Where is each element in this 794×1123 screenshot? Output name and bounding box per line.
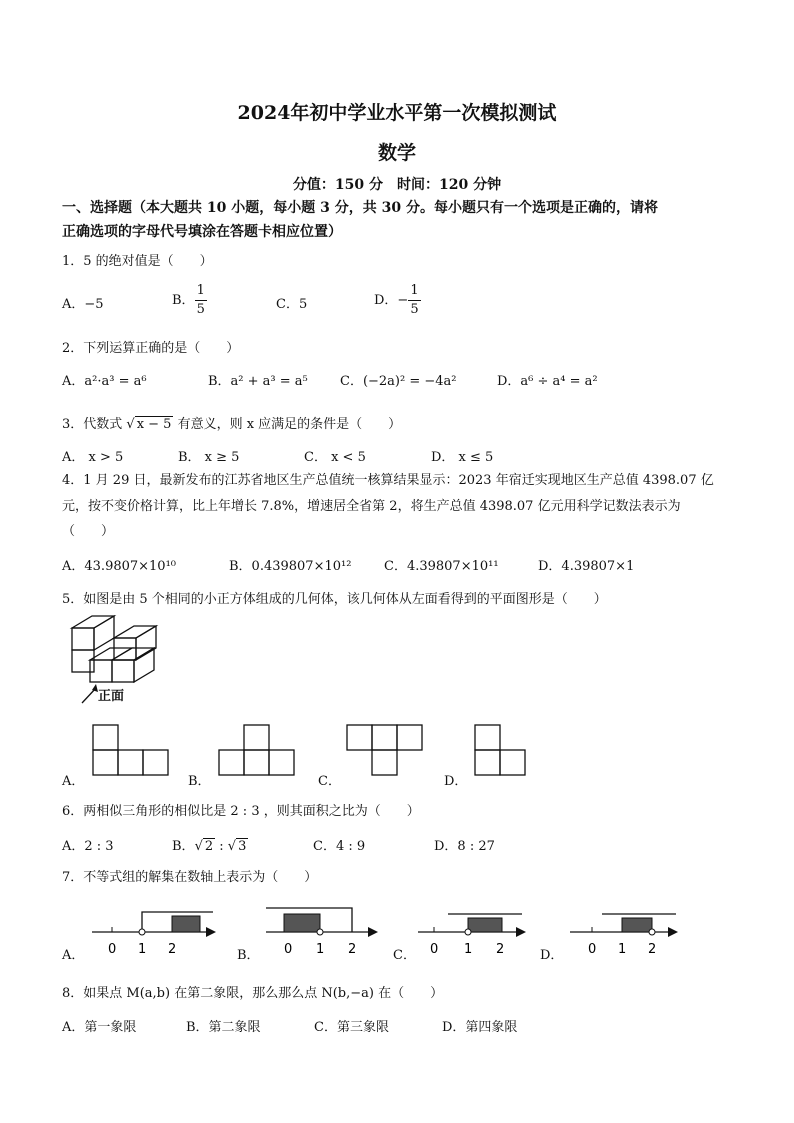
arrow-right-icon bbox=[516, 927, 526, 937]
q3-stem-prefix: 3．代数式 √ bbox=[62, 417, 135, 432]
q7-d-tick-0: 0 bbox=[588, 942, 597, 957]
q1-option-b-prefix: B． bbox=[172, 293, 195, 308]
q3-radicand: x − 5 bbox=[136, 417, 172, 432]
q4-option-c: C．4.39807×10¹¹ bbox=[384, 559, 499, 574]
q5-option-a-label: A． bbox=[62, 774, 85, 789]
q6-stem: 6．两相似三角形的相似比是 2 : 3 ，则其面积之比为（ ） bbox=[62, 804, 420, 819]
q7-c-tick-2: 2 bbox=[496, 942, 505, 957]
q7-a-shaded-region bbox=[172, 916, 200, 932]
q8-option-c: C．第三象限 bbox=[314, 1020, 389, 1035]
q7-d-open-point bbox=[649, 929, 655, 935]
q6-b-radicand-1: 2 bbox=[204, 839, 214, 854]
q7-option-c-numberline bbox=[414, 900, 530, 958]
q1-option-c: C．5 bbox=[276, 297, 308, 312]
q7-a-tick-1: 1 bbox=[138, 942, 147, 957]
q3-stem-suffix: 有意义，则 x 应满足的条件是（ ） bbox=[173, 417, 402, 432]
q7-b-tick-0: 0 bbox=[284, 942, 293, 957]
q5-option-d-label: D． bbox=[444, 774, 468, 789]
q7-option-a-label: A． bbox=[62, 948, 85, 963]
q7-c-open-point bbox=[465, 929, 471, 935]
q5-option-c-label: C． bbox=[318, 774, 341, 789]
q7-option-d-label: D． bbox=[540, 948, 564, 963]
q3-option-c: C． x < 5 bbox=[304, 450, 366, 465]
exam-title: 2024年初中学业水平第一次模拟测试 bbox=[237, 102, 557, 124]
q6-option-a: A．2 : 3 bbox=[62, 839, 114, 854]
q4-option-a: A．43.9807×10¹⁰ bbox=[62, 559, 177, 574]
q7-stem: 7．不等式组的解集在数轴上表示为（ ） bbox=[62, 870, 318, 885]
q6-b-separator: : bbox=[215, 839, 228, 854]
q3-stem bbox=[62, 413, 401, 432]
q5-option-d-figure bbox=[474, 724, 534, 778]
q6-option-d: D．8 : 27 bbox=[434, 839, 495, 854]
q7-option-d-numberline bbox=[566, 900, 686, 958]
q6-option-b: B．√ 2 : √ 3 bbox=[172, 839, 247, 854]
q7-a-open-point bbox=[139, 929, 145, 935]
q5-option-b-label: B． bbox=[188, 774, 211, 789]
q7-option-b-numberline bbox=[262, 896, 382, 958]
q2-option-a: A．a²·a³ = a⁶ bbox=[62, 374, 147, 389]
q4-option-d: D．4.39807×1 bbox=[538, 559, 635, 574]
q3-option-b: B． x ≥ 5 bbox=[178, 450, 240, 465]
q7-b-tick-1: 1 bbox=[316, 942, 325, 957]
q7-c-shaded-region bbox=[468, 918, 502, 932]
q7-a-tick-2: 2 bbox=[168, 942, 177, 957]
q7-option-c-label: C． bbox=[393, 948, 416, 963]
q2-option-c: C．(−2a)² = −4a² bbox=[340, 374, 457, 389]
q7-d-tick-2: 2 bbox=[648, 942, 657, 957]
q7-b-tick-2: 2 bbox=[348, 942, 357, 957]
q1-stem: 1．5 的绝对值是（ ） bbox=[62, 254, 213, 269]
q1-d-denominator: 5 bbox=[410, 302, 419, 317]
q8-stem: 8．如果点 M(a,b) 在第二象限，那么那么点 N(b,−a) 在（ ） bbox=[62, 986, 444, 1001]
q7-option-a-numberline bbox=[88, 900, 220, 958]
q4-option-b: B．0.439807×10¹² bbox=[229, 559, 352, 574]
q1-b-denominator: 5 bbox=[196, 302, 205, 317]
arrow-right-icon bbox=[368, 927, 378, 937]
arrow-right-icon bbox=[668, 927, 678, 937]
q1-option-b-fraction bbox=[195, 282, 207, 319]
q4-line3: （ ） bbox=[62, 524, 115, 539]
q1-option-a: A．−5 bbox=[62, 297, 104, 312]
q4-line1: 4．1 月 29 日，最新发布的江苏省地区生产总值统一核算结果显示：2023 年宿迁实现地区生产总值 4398.07 亿 bbox=[62, 473, 714, 488]
q5-option-a-figure bbox=[92, 724, 172, 778]
q2-option-b: B．a² + a³ = a⁵ bbox=[208, 374, 308, 389]
q5-option-c-figure bbox=[346, 724, 426, 778]
q6-option-b-prefix: B． bbox=[172, 839, 195, 854]
q5-option-b-figure bbox=[218, 724, 298, 778]
q7-option-b-label: B． bbox=[237, 948, 260, 963]
q8-option-a: A．第一象限 bbox=[62, 1020, 137, 1035]
subject-title: 数学 bbox=[377, 142, 416, 164]
q7-d-tick-1: 1 bbox=[618, 942, 627, 957]
q1-option-d bbox=[374, 282, 421, 319]
q5-stem: 5．如图是由 5 个相同的小正方体组成的几何体，该几何体从左面看得到的平面图形是（ ） bbox=[62, 592, 607, 607]
q7-d-shaded-region bbox=[622, 918, 652, 932]
section-header-line1: 一、选择题（本大题共 10 小题，每小题 3 分，共 30 分。每小题只有一个选项是正确的，请将 bbox=[62, 200, 658, 216]
q6-b-radicand-2: 3 bbox=[238, 839, 247, 854]
q4-line2: 元，按不变价格计算，比上年增长 7.8%，增速居全省第 2，将生产总值 4398.07 亿元用科学记数法表示为 bbox=[62, 499, 681, 514]
q7-a-tick-0: 0 bbox=[108, 942, 117, 957]
q1-option-d-fraction bbox=[408, 282, 420, 319]
q3-option-a: A． x > 5 bbox=[62, 450, 124, 465]
q8-option-d: D．第四象限 bbox=[442, 1020, 518, 1035]
q7-c-tick-1: 1 bbox=[464, 942, 473, 957]
q6-option-c: C．4 : 9 bbox=[313, 839, 366, 854]
q1-option-b bbox=[172, 282, 207, 319]
q1-option-d-prefix: D．− bbox=[374, 293, 409, 308]
section-header-line2: 正确选项的字母代号填涂在答题卡相应位置） bbox=[62, 224, 342, 240]
q1-b-numerator: 1 bbox=[195, 282, 207, 301]
q8-option-b: B．第二象限 bbox=[186, 1020, 261, 1035]
q5-front-label: 正面 bbox=[98, 689, 125, 704]
q2-option-d: D．a⁶ ÷ a⁴ = a² bbox=[497, 374, 598, 389]
q7-b-shaded-region bbox=[284, 914, 320, 932]
q1-d-numerator: 1 bbox=[408, 282, 420, 301]
q7-c-tick-0: 0 bbox=[430, 942, 439, 957]
q2-stem: 2．下列运算正确的是（ ） bbox=[62, 341, 240, 356]
q7-b-open-point bbox=[317, 929, 323, 935]
arrow-right-icon bbox=[206, 927, 216, 937]
score-time-line: 分值：150 分 时间：120 分钟 bbox=[292, 177, 502, 193]
q3-option-d: D． x ≤ 5 bbox=[431, 450, 494, 465]
